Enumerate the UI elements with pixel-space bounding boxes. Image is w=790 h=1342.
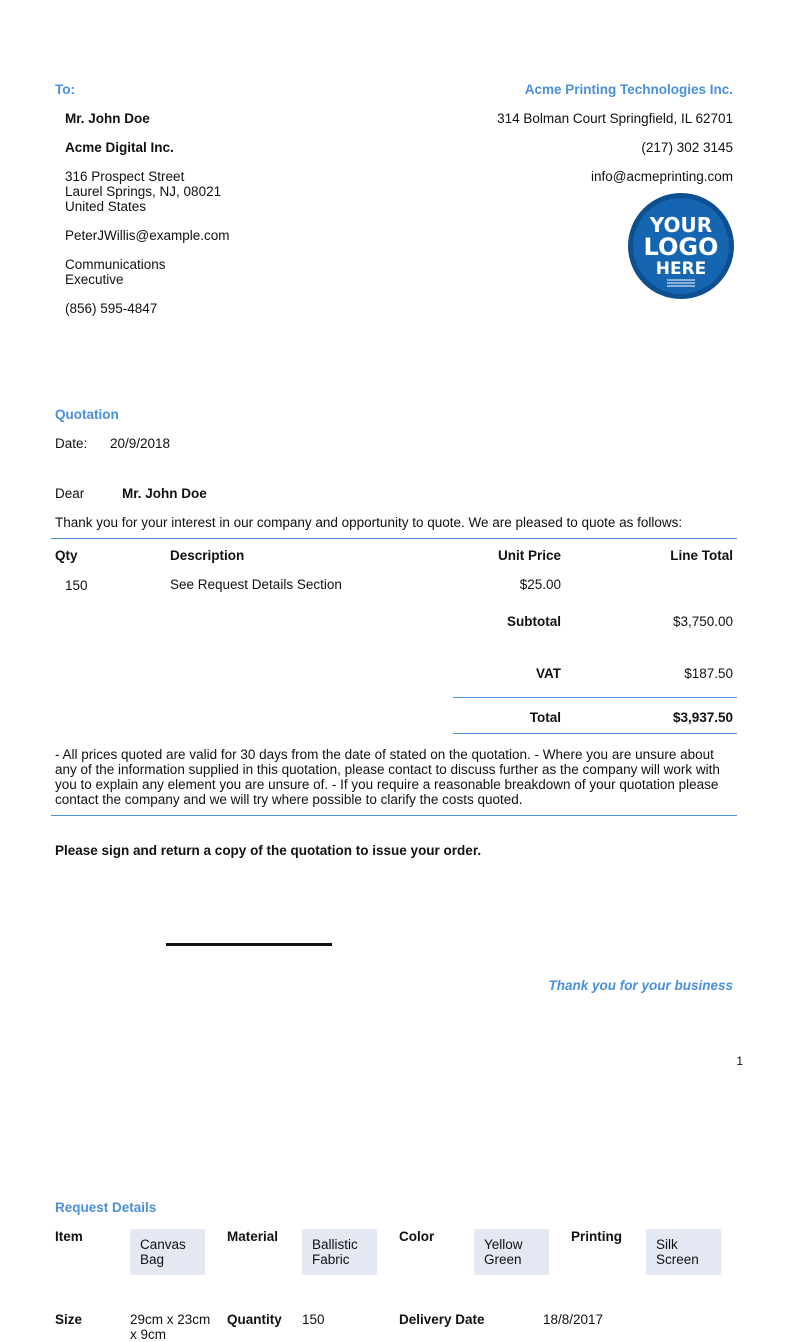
terms-text: - All prices quoted are valid for 30 days from the date of stated on the quotation. - Where you are unsure about any of the information supplied in this quotation, please contact to discuss further as the company will work with you to explain any element you are unsure of. - If you require a reasonable breakdown of your quotation please contact the company and we will try where possible to clarify the costs quoted.	[55, 747, 720, 807]
recipient-company: Acme Digital Inc.	[65, 140, 174, 155]
item-label: Item	[55, 1229, 83, 1244]
sign-instruction: Please sign and return a copy of the quotation to issue your order.	[55, 843, 482, 858]
subtotal-label: Subtotal	[507, 614, 561, 629]
size-value: 29cm x 23cm x 9cm	[130, 1312, 211, 1342]
thanks-text: Thank you for your business	[548, 978, 733, 993]
header-qty: Qty	[55, 548, 78, 563]
header-unit-price: Unit Price	[497, 548, 561, 563]
printing-value: Silk Screen	[646, 1229, 721, 1275]
recipient-title: Communications Executive	[65, 257, 166, 287]
total-bottom-rule	[453, 733, 737, 734]
delivery-date-value: 18/8/2017	[543, 1312, 604, 1327]
material-label: Material	[227, 1229, 279, 1244]
total-label: Total	[529, 710, 561, 725]
color-label: Color	[399, 1229, 435, 1244]
row-unit-price: $25.00	[519, 577, 561, 592]
item-value: Canvas Bag	[130, 1229, 205, 1275]
request-details-heading: Request Details	[55, 1200, 157, 1215]
table-top-rule	[51, 538, 737, 539]
material-value: Ballistic Fabric	[302, 1229, 377, 1275]
signature-line	[166, 943, 332, 946]
quotation-heading: Quotation	[55, 407, 119, 422]
total-top-rule	[453, 697, 737, 698]
dear-name: Mr. John Doe	[122, 486, 207, 501]
recipient-name: Mr. John Doe	[65, 111, 150, 126]
sender-address: 314 Bolman Court Springfield, IL 62701	[497, 111, 733, 126]
sender-company: Acme Printing Technologies Inc.	[524, 82, 733, 97]
size-label: Size	[55, 1312, 83, 1327]
total-value: $3,937.50	[672, 710, 733, 725]
terms-bottom-rule	[51, 815, 737, 816]
color-value: Yellow Green	[474, 1229, 549, 1275]
date-label: Date:	[55, 436, 88, 451]
dear-label: Dear	[55, 486, 85, 501]
header-line-total: Line Total	[670, 548, 733, 563]
printing-label: Printing	[571, 1229, 622, 1244]
company-logo	[627, 192, 735, 300]
intro-text: Thank you for your interest in our company and opportunity to quote. We are pleased to quote as follows:	[55, 515, 683, 530]
header-description: Description	[170, 548, 245, 563]
page-number: 1	[736, 1054, 743, 1068]
row-description: See Request Details Section	[170, 577, 342, 592]
quantity-value: 150	[302, 1312, 325, 1327]
sender-email: info@acmeprinting.com	[590, 169, 733, 184]
logo-line-3: HERE	[655, 259, 707, 279]
vat-value: $187.50	[684, 666, 733, 681]
recipient-phone: (856) 595-4847	[65, 301, 158, 316]
quantity-label: Quantity	[227, 1312, 282, 1327]
date-value: 20/9/2018	[110, 436, 171, 451]
recipient-address: 316 Prospect Street Laurel Springs, NJ, 08021 United States	[65, 169, 222, 214]
row-qty: 150	[65, 578, 88, 593]
logo-line-2: LOGO	[643, 233, 719, 261]
subtotal-value: $3,750.00	[672, 614, 733, 629]
logo-line-1: YOUR	[649, 213, 713, 237]
sender-phone: (217) 302 3145	[641, 140, 733, 155]
vat-label: VAT	[536, 666, 561, 681]
delivery-date-label: Delivery Date	[399, 1312, 485, 1327]
recipient-email: PeterJWillis@example.com	[65, 228, 230, 243]
to-heading: To:	[55, 82, 75, 97]
